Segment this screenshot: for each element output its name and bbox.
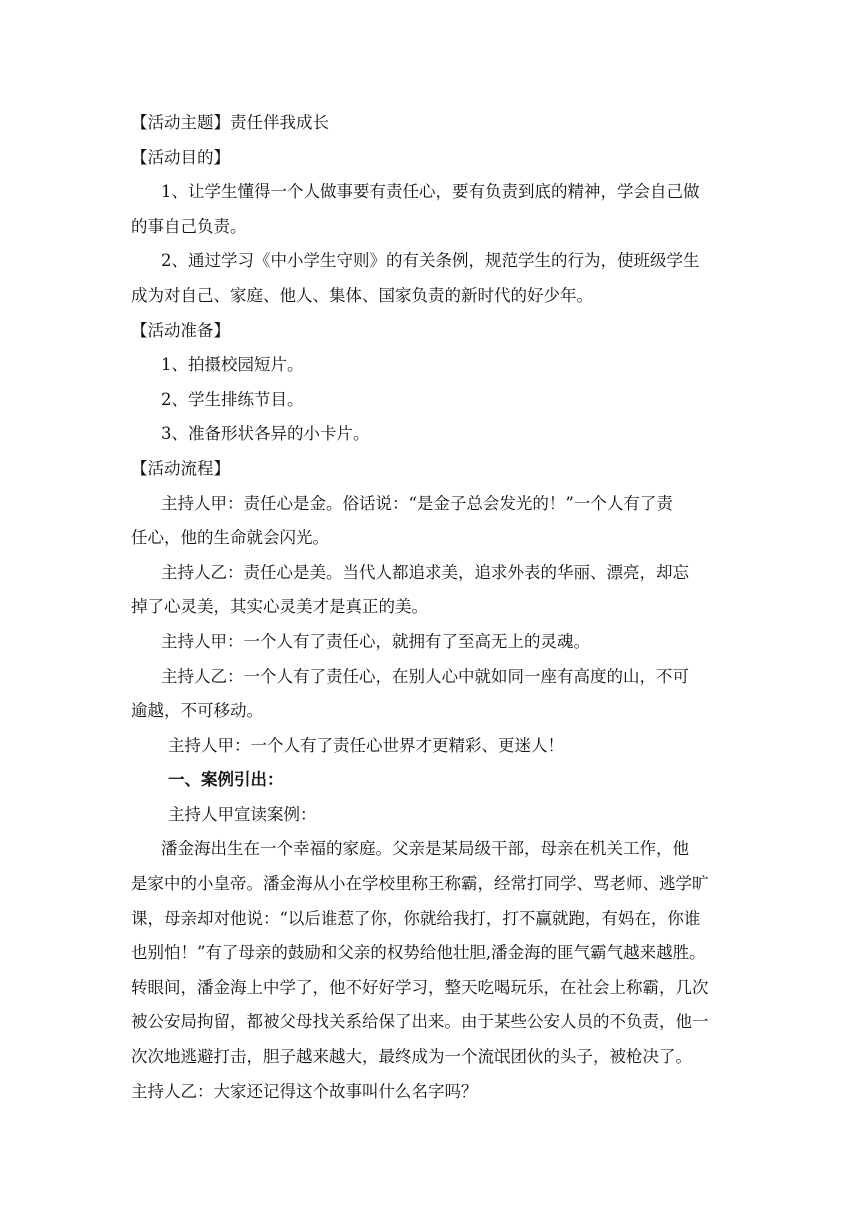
- paragraph-line: 课，母亲却对他说：“以后谁惹了你，你就给我打，打不赢就跑，有妈在，你谁: [131, 908, 701, 928]
- paragraph-line: 是家中的小皇帝。潘金海从小在学校里称王称霸，经常打同学、骂老师、逃学旷: [131, 874, 709, 894]
- paragraph-line: 主持人乙：责任心是美。当代人都追求美，追求外表的华丽、漂亮，却忘: [161, 562, 689, 582]
- section-heading-case: 一、案例引出：: [168, 770, 284, 790]
- heading-process: 【活动流程】: [131, 458, 230, 478]
- paragraph-line: 掉了心灵美，其实心灵美才是真正的美。: [131, 597, 428, 617]
- paragraph-line: 转眼间，潘金海上中学了，他不好好学习，整天吃喝玩乐，在社会上称霸，几次: [131, 977, 709, 997]
- paragraph-line: 也别怕！”有了母亲的鼓励和父亲的权势给他壮胆,潘金海的匪气霸气越来越胜。: [131, 943, 706, 963]
- list-item: 2、学生排练节目。: [161, 389, 304, 409]
- paragraph-line: 主持人甲：一个人有了责任心，就拥有了至高无上的灵魂。: [161, 631, 590, 651]
- paragraph-line: 次次地逃避打击，胆子越来越大，最终成为一个流氓团伙的头子，被枪决了。: [131, 1047, 692, 1067]
- paragraph-line: 主持人甲：一个人有了责任心世界才更精彩、更迷人！: [168, 735, 564, 755]
- paragraph-line: 主持人甲：责任心是金。俗话说：“是金子总会发光的！”一个人有了责: [161, 493, 673, 513]
- paragraph-line: 主持人乙：大家还记得这个故事叫什么名字吗？: [131, 1081, 478, 1101]
- list-item: 3、准备形状各异的小卡片。: [161, 424, 370, 444]
- paragraph-line: 1、让学生懂得一个人做事要有责任心，要有负责到底的精神，学会自己做: [161, 182, 700, 202]
- heading-preparation: 【活动准备】: [131, 320, 230, 340]
- heading-purpose: 【活动目的】: [131, 147, 230, 167]
- paragraph-line: 2、通过学习《中小学生守则》的有关条例，规范学生的行为，使班级学生: [161, 251, 700, 271]
- paragraph-line: 主持人甲宣读案例：: [168, 804, 317, 824]
- heading-theme: 【活动主题】责任伴我成长: [131, 113, 329, 132]
- paragraph-line: 被公安局拘留，都被父母找关系给保了出来。由于某些公安人员的不负责，他一: [131, 1012, 709, 1032]
- paragraph-line: 逾越，不可移动。: [131, 701, 263, 721]
- paragraph-line: 任心，他的生命就会闪光。: [131, 528, 329, 548]
- paragraph-line: 主持人乙：一个人有了责任心，在别人心中就如同一座有高度的山，不可: [161, 666, 689, 686]
- paragraph-line: 潘金海出生在一个幸福的家庭。父亲是某局级干部，母亲在机关工作，他: [161, 839, 689, 859]
- paragraph-line: 的事自己负责。: [131, 216, 247, 236]
- paragraph-line: 成为对自己、家庭、他人、集体、国家负责的新时代的好少年。: [131, 285, 593, 305]
- list-item: 1、拍摄校园短片。: [161, 355, 304, 375]
- document-page: [131, 106, 731, 1109]
